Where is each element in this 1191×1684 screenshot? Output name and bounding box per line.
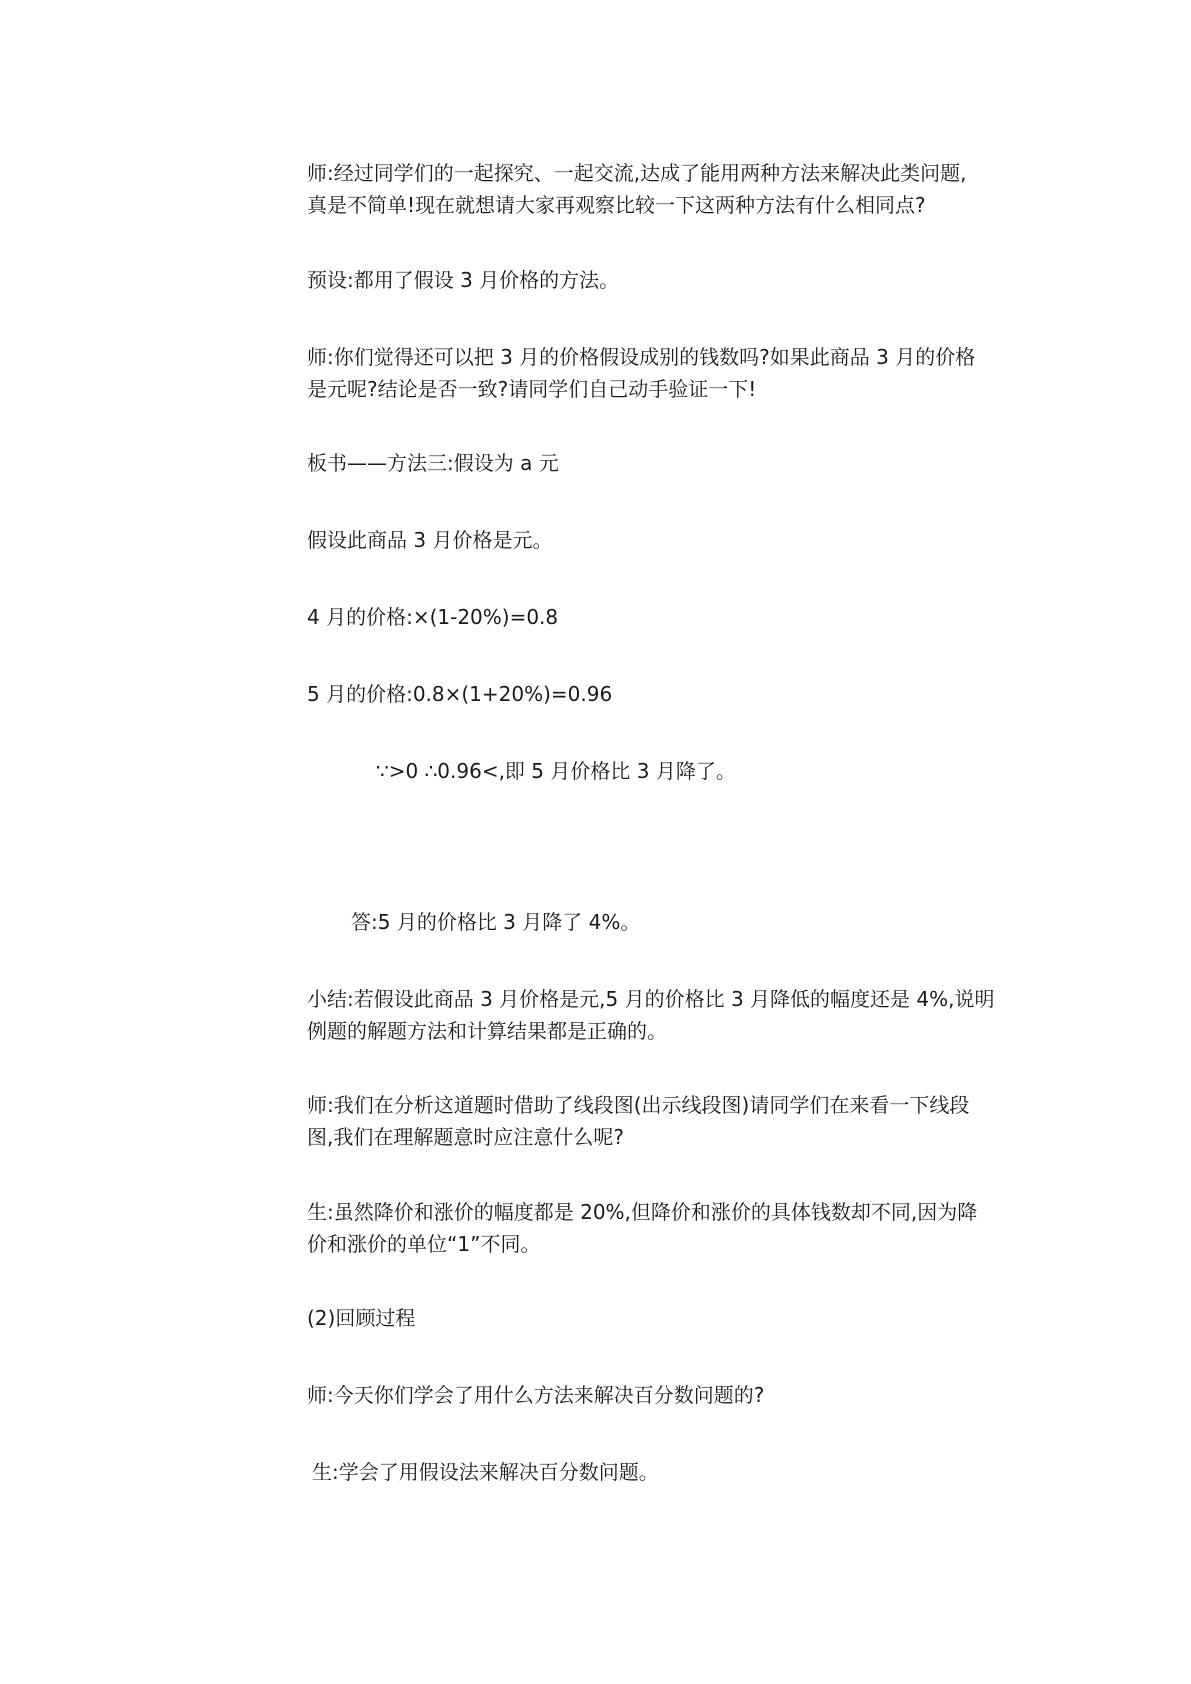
formula-line: ∵>0 ∴0.96<,即 5 月价格比 3 月降了。: [376, 759, 736, 783]
paragraph-summary: [307, 983, 1007, 1047]
text-line: 师:你们觉得还可以把 3 月的价格假设成别的钱数吗?如果此商品 3 月的价格: [307, 345, 976, 369]
paragraph-answer: [351, 906, 1051, 938]
text-line: 图,我们在理解题意时应注意什么呢?: [307, 1125, 624, 1149]
paragraph-assumption: [307, 524, 1007, 556]
text-line: 假设此商品 3 月价格是元。: [307, 528, 553, 552]
paragraph-student-learned: [312, 1456, 1012, 1488]
formula-line: 4 月的价格:×(1-20%)=0.8: [307, 605, 559, 629]
text-line: 师:经过同学们的一起探究、一起交流,达成了能用两种方法来解决此类问题,: [307, 161, 967, 185]
text-line: 生:学会了用假设法来解决百分数问题。: [312, 1460, 659, 1484]
text-line: 生:虽然降价和涨价的幅度都是 20%,但降价和涨价的具体钱数却不同,因为降: [307, 1200, 978, 1224]
text-line: 价和涨价的单位“1”不同。: [307, 1232, 541, 1256]
paragraph-review-heading: [307, 1302, 1007, 1334]
formula-line: 5 月的价格:0.8×(1+20%)=0.96: [307, 682, 613, 706]
text-line: 师:今天你们学会了用什么方法来解决百分数问题的?: [307, 1383, 765, 1407]
text-line: 真是不简单!现在就想请大家再观察比较一下这两种方法有什么相同点?: [307, 193, 926, 217]
paragraph-teacher-question: [307, 341, 1007, 405]
paragraph-preset: [307, 264, 1007, 296]
paragraph-may-price: [307, 678, 1007, 710]
text-line: 答:5 月的价格比 3 月降了 4%。: [351, 910, 641, 934]
text-line: 是元呢?结论是否一致?请同学们自己动手验证一下!: [307, 377, 757, 401]
paragraph-board-method-3: [307, 447, 1007, 479]
paragraph-teacher-intro: [307, 157, 1007, 221]
text-line: 板书——方法三:假设为 a 元: [307, 451, 559, 475]
paragraph-because-therefore: [376, 755, 1076, 787]
text-line: 小结:若假设此商品 3 月价格是元,5 月的价格比 3 月降低的幅度还是 4%,说明: [307, 987, 995, 1011]
paragraph-teacher-today: [307, 1379, 1007, 1411]
text-line: 例题的解题方法和计算结果都是正确的。: [307, 1019, 667, 1043]
text-line: 师:我们在分析这道题时借助了线段图(出示线段图)请同学们在来看一下线段: [307, 1093, 970, 1117]
paragraph-student-answer: [307, 1196, 1007, 1260]
section-heading: (2)回顾过程: [307, 1306, 416, 1330]
paragraph-teacher-line-diagram: [307, 1089, 1007, 1153]
paragraph-april-price: [307, 601, 1007, 633]
text-line: 预设:都用了假设 3 月价格的方法。: [307, 268, 620, 292]
